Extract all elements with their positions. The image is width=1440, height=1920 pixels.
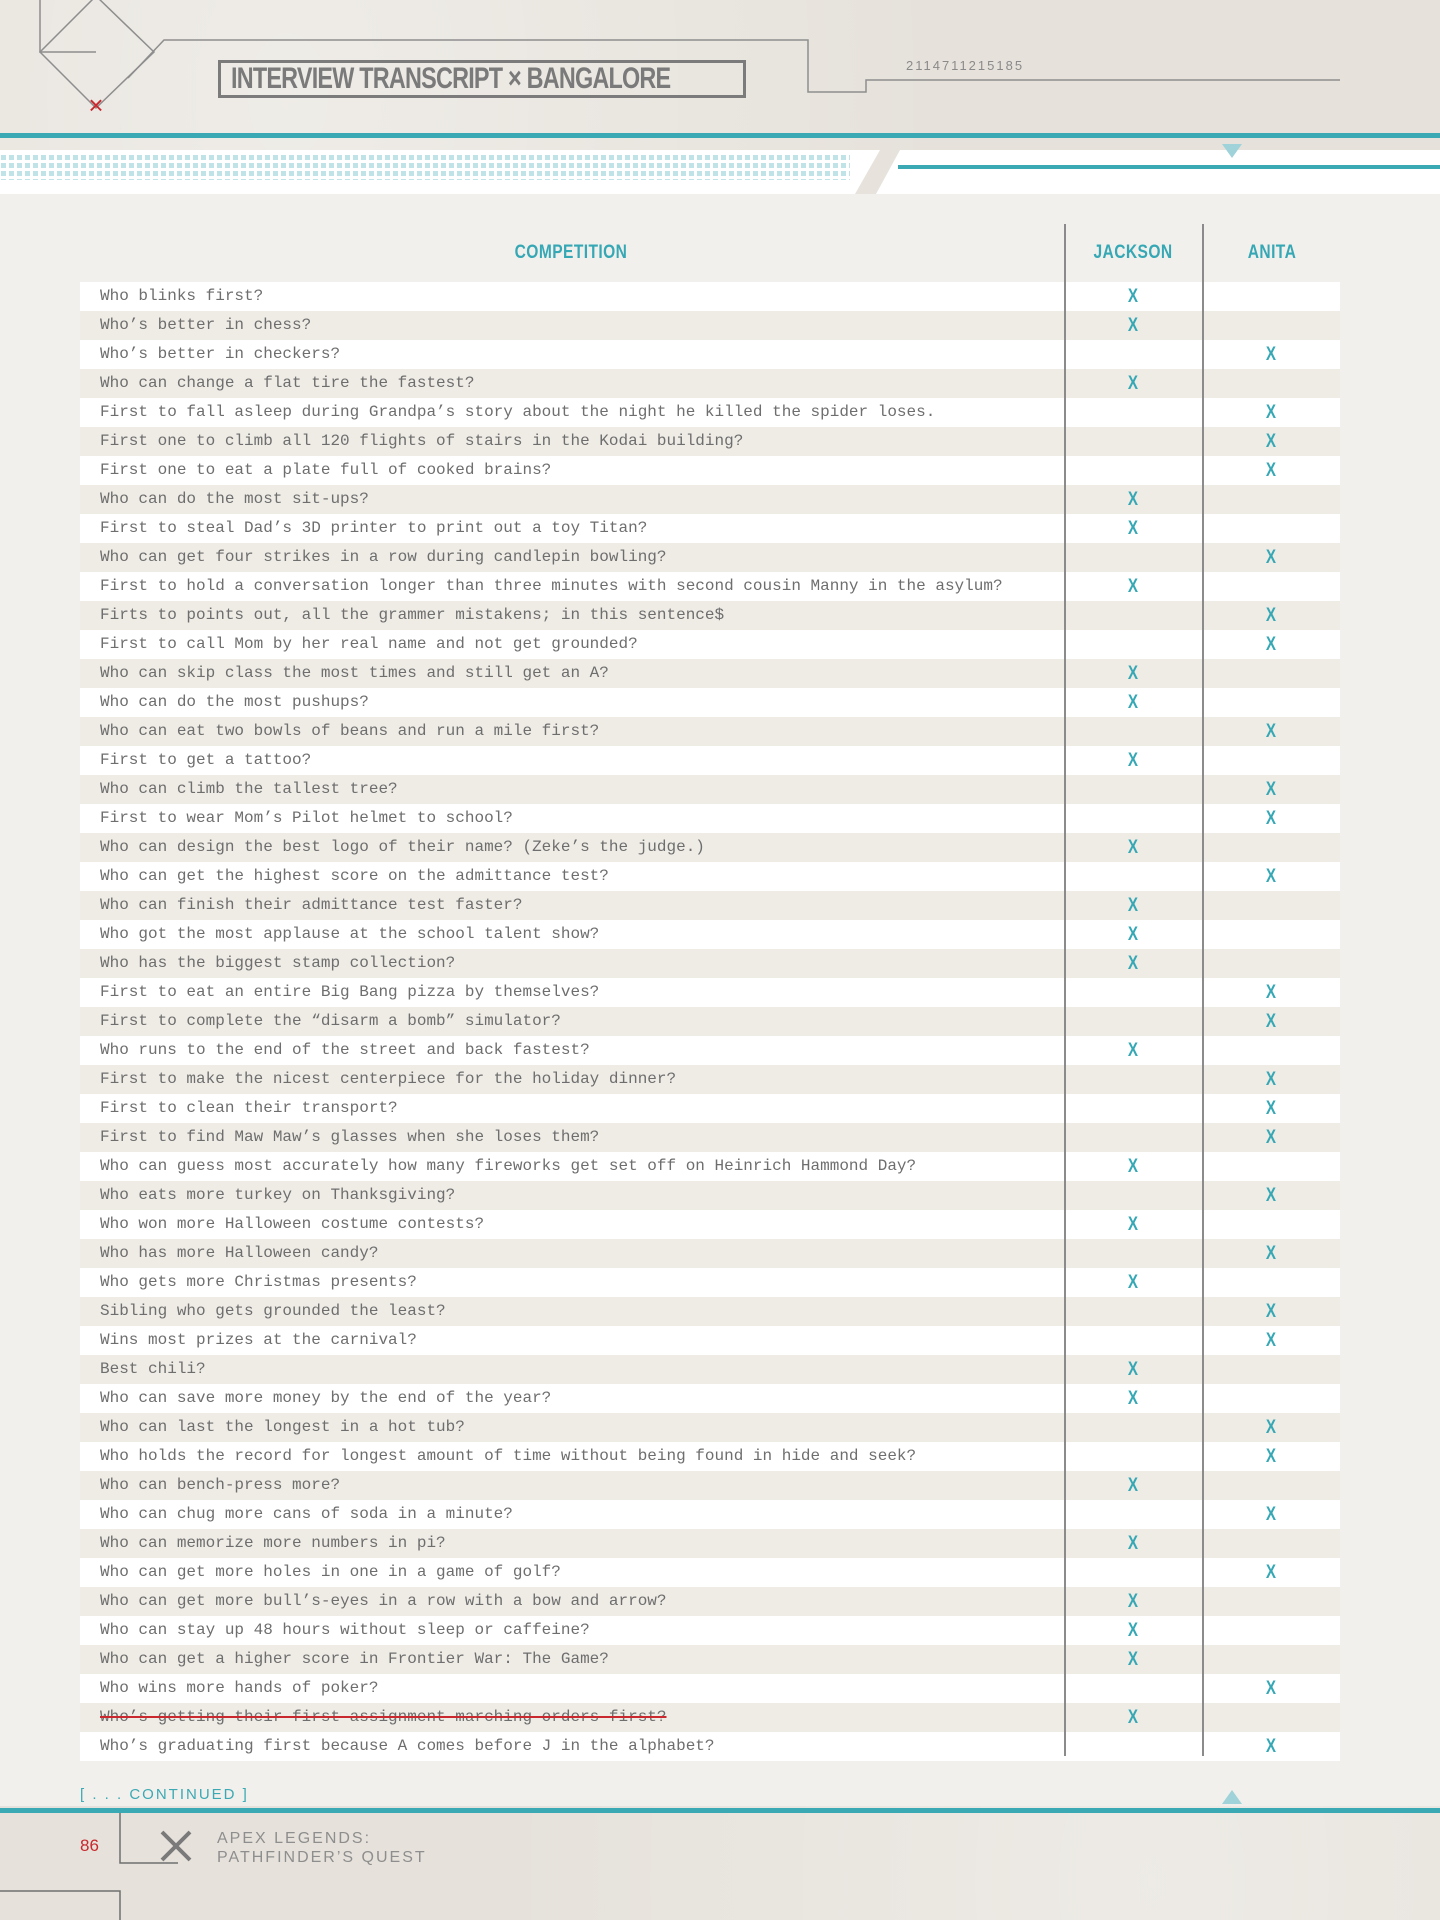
table-row (80, 746, 1340, 775)
jackson-win-mark: X (1127, 1040, 1139, 1061)
table-row (80, 978, 1340, 1007)
competition-question: Who can get more holes in one in a game of golf? (100, 1563, 561, 1581)
table-row (80, 1036, 1340, 1065)
competition-question: Who can chug more cans of soda in a minute? (100, 1505, 513, 1523)
jackson-win-mark: X (1127, 1475, 1139, 1496)
table-row (80, 311, 1340, 340)
competition-question: Who can design the best logo of their name? (Zeke’s the judge.) (100, 838, 705, 856)
competition-question: Who can stay up 48 hours without sleep or caffeine? (100, 1621, 590, 1639)
anita-win-mark: X (1265, 982, 1277, 1003)
anita-win-mark: X (1265, 866, 1277, 887)
table-row (80, 949, 1340, 978)
jackson-win-mark: X (1127, 1533, 1139, 1554)
footer-divider (0, 1808, 1440, 1813)
table-row (80, 1181, 1340, 1210)
competition-question: Who can get four strikes in a row during candlepin bowling? (100, 548, 667, 566)
competition-question: Who can finish their admittance test faster? (100, 896, 523, 914)
table-row (80, 427, 1340, 456)
table-row (80, 717, 1340, 746)
triangle-up-icon (1222, 1790, 1242, 1804)
anita-win-mark: X (1265, 431, 1277, 452)
anita-win-mark: X (1265, 1127, 1277, 1148)
competition-question: Who has the biggest stamp collection? (100, 954, 456, 972)
table-row (80, 340, 1340, 369)
competition-question: Who can guess most accurately how many fireworks get set off on Heinrich Hammond Day? (100, 1157, 917, 1175)
table-row (80, 1007, 1340, 1036)
table-row (80, 659, 1340, 688)
competition-question: First to clean their transport? (100, 1099, 398, 1117)
anita-win-mark: X (1265, 1330, 1277, 1351)
jackson-win-mark: X (1127, 953, 1139, 974)
anita-win-mark: X (1265, 1417, 1277, 1438)
column-header-anita: ANITA (1247, 242, 1297, 263)
table-row (80, 1500, 1340, 1529)
table-row (80, 1442, 1340, 1471)
table-row (80, 1471, 1340, 1500)
table-row (80, 601, 1340, 630)
table-row (80, 1558, 1340, 1587)
table-row (80, 775, 1340, 804)
jackson-win-mark: X (1127, 373, 1139, 394)
competition-question: First one to eat a plate full of cooked brains? (100, 461, 552, 479)
table-row (80, 1587, 1340, 1616)
column-divider (1202, 224, 1204, 1756)
jackson-win-mark: X (1127, 1388, 1139, 1409)
competition-question: Who can get more bull’s-eyes in a row with a bow and arrow? (100, 1592, 667, 1610)
competition-question: First one to climb all 120 flights of stairs in the Kodai building? (100, 432, 744, 450)
document-title-text: INTERVIEW TRANSCRIPT × BANGALORE (231, 62, 671, 95)
table-row (80, 514, 1340, 543)
competition-question: First to steal Dad’s 3D printer to print out a toy Titan? (100, 519, 648, 537)
competition-question: Who can memorize more numbers in pi? (100, 1534, 446, 1552)
table-row (80, 1384, 1340, 1413)
competition-question: Who blinks first? (100, 287, 264, 305)
competition-question: Wins most prizes at the carnival? (100, 1331, 417, 1349)
table-row (80, 369, 1340, 398)
competition-question: First to complete the “disarm a bomb” simulator? (100, 1012, 561, 1030)
table-row (80, 1239, 1340, 1268)
anita-win-mark: X (1265, 605, 1277, 626)
competition-question: Who’s graduating first because A comes before J in the alphabet? (100, 1737, 715, 1755)
competition-question: Who can last the longest in a hot tub? (100, 1418, 465, 1436)
competition-question: Who can skip class the most times and still get an A? (100, 664, 609, 682)
table-row (80, 572, 1340, 601)
jackson-win-mark: X (1127, 576, 1139, 597)
competition-question: First to fall asleep during Grandpa’s story about the night he killed the spider loses. (100, 403, 936, 421)
jackson-win-mark: X (1127, 837, 1139, 858)
competition-question: First to eat an entire Big Bang pizza by themselves? (100, 983, 600, 1001)
anita-win-mark: X (1265, 1736, 1277, 1757)
anita-win-mark: X (1265, 1562, 1277, 1583)
competition-question: Who can do the most pushups? (100, 693, 369, 711)
table-row (80, 282, 1340, 311)
jackson-win-mark: X (1127, 1214, 1139, 1235)
table-row (80, 1529, 1340, 1558)
competition-question: Firts to points out, all the grammer mistakens; in this sentence$ (100, 606, 725, 624)
anita-win-mark: X (1265, 1243, 1277, 1264)
close-icon: × (88, 90, 104, 120)
jackson-win-mark: X (1127, 1620, 1139, 1641)
table-row (80, 398, 1340, 427)
competition-question: Who can do the most sit-ups? (100, 490, 369, 508)
table-row (80, 833, 1340, 862)
table-row (80, 688, 1340, 717)
anita-win-mark: X (1265, 1069, 1277, 1090)
table-row (80, 1123, 1340, 1152)
competition-question: Who can save more money by the end of the year? (100, 1389, 552, 1407)
jackson-win-mark: X (1127, 489, 1139, 510)
competition-question: Who can get the highest score on the admittance test? (100, 867, 609, 885)
competition-question: Who wins more hands of poker? (100, 1679, 379, 1697)
competition-question: Best chili? (100, 1360, 206, 1378)
anita-win-mark: X (1265, 721, 1277, 742)
competition-question: Who can eat two bowls of beans and run a mile first? (100, 722, 600, 740)
competition-question: Who’s getting their first assignment marching orders first? (100, 1708, 667, 1726)
table-row (80, 1326, 1340, 1355)
table-row (80, 862, 1340, 891)
jackson-win-mark: X (1127, 1272, 1139, 1293)
anita-win-mark: X (1265, 779, 1277, 800)
table-row (80, 891, 1340, 920)
competition-question: First to make the nicest centerpiece for the holiday dinner? (100, 1070, 677, 1088)
table-row (80, 1210, 1340, 1239)
competition-question: Who can change a flat tire the fastest? (100, 374, 475, 392)
competition-question: Who can bench-press more? (100, 1476, 341, 1494)
book-title-line2: PATHFINDER’S QUEST (217, 1849, 427, 1866)
jackson-win-mark: X (1127, 924, 1139, 945)
competition-question: Who can get a higher score in Frontier War: The Game? (100, 1650, 609, 1668)
competition-question: Who’s better in checkers? (100, 345, 341, 363)
jackson-win-mark: X (1127, 518, 1139, 539)
competition-question: Who holds the record for longest amount of time without being found in hide and seek? (100, 1447, 917, 1465)
apex-x-logo-icon (158, 1828, 194, 1864)
competition-question: Who can climb the tallest tree? (100, 780, 398, 798)
table-row (80, 1703, 1340, 1732)
header-code: 2114711215185 (906, 58, 1025, 73)
competition-question: Who has more Halloween candy? (100, 1244, 379, 1262)
jackson-win-mark: X (1127, 1591, 1139, 1612)
jackson-win-mark: X (1127, 315, 1139, 336)
competition-question: Who won more Halloween costume contests? (100, 1215, 485, 1233)
jackson-win-mark: X (1127, 1156, 1139, 1177)
table-row (80, 1732, 1340, 1761)
table-row (80, 1355, 1340, 1384)
table-row (80, 1645, 1340, 1674)
jackson-win-mark: X (1127, 286, 1139, 307)
anita-win-mark: X (1265, 402, 1277, 423)
anita-win-mark: X (1265, 1446, 1277, 1467)
anita-win-mark: X (1265, 547, 1277, 568)
anita-win-mark: X (1265, 1301, 1277, 1322)
competition-question: First to call Mom by her real name and not get grounded? (100, 635, 638, 653)
jackson-win-mark: X (1127, 750, 1139, 771)
column-header-competition: COMPETITION (514, 242, 628, 263)
book-title (217, 1829, 427, 1867)
competition-question: Who eats more turkey on Thanksgiving? (100, 1186, 456, 1204)
dotted-strip (0, 154, 850, 180)
jackson-win-mark: X (1127, 1707, 1139, 1728)
anita-win-mark: X (1265, 1098, 1277, 1119)
table-row (80, 485, 1340, 514)
competition-question: Sibling who gets grounded the least? (100, 1302, 446, 1320)
competition-table (80, 282, 1340, 1761)
triangle-down-icon (1222, 144, 1242, 158)
table-row (80, 1674, 1340, 1703)
anita-win-mark: X (1265, 460, 1277, 481)
table-row (80, 920, 1340, 949)
anita-win-mark: X (1265, 634, 1277, 655)
table-row (80, 1065, 1340, 1094)
table-row (80, 1094, 1340, 1123)
table-row (80, 804, 1340, 833)
table-row (80, 543, 1340, 572)
table-row (80, 630, 1340, 659)
competition-question: Who gets more Christmas presents? (100, 1273, 417, 1291)
jackson-win-mark: X (1127, 692, 1139, 713)
table-row (80, 1152, 1340, 1181)
anita-win-mark: X (1265, 1504, 1277, 1525)
page-number: 86 (80, 1836, 99, 1855)
anita-win-mark: X (1265, 808, 1277, 829)
table-row (80, 1616, 1340, 1645)
competition-question: Who runs to the end of the street and back fastest? (100, 1041, 590, 1059)
jackson-win-mark: X (1127, 1649, 1139, 1670)
anita-win-mark: X (1265, 1011, 1277, 1032)
jackson-win-mark: X (1127, 663, 1139, 684)
competition-question: First to find Maw Maw’s glasses when she loses them? (100, 1128, 600, 1146)
competition-question: Who got the most applause at the school talent show? (100, 925, 600, 943)
table-row (80, 1268, 1340, 1297)
book-title-line1: APEX LEGENDS: (217, 1830, 372, 1847)
jackson-win-mark: X (1127, 1359, 1139, 1380)
competition-question: First to hold a conversation longer than three minutes with second cousin Manny in the asylum? (100, 577, 1003, 595)
table-row (80, 456, 1340, 485)
competition-question: First to get a tattoo? (100, 751, 312, 769)
header-divider (0, 133, 1440, 138)
competition-question: First to wear Mom’s Pilot helmet to school? (100, 809, 513, 827)
table-row (80, 1413, 1340, 1442)
document-title (218, 60, 746, 98)
table-row (80, 1297, 1340, 1326)
jackson-win-mark: X (1127, 895, 1139, 916)
anita-win-mark: X (1265, 344, 1277, 365)
anita-win-mark: X (1265, 1678, 1277, 1699)
competition-question: Who’s better in chess? (100, 316, 312, 334)
continued-label: [ . . . CONTINUED ] (80, 1786, 249, 1803)
anita-win-mark: X (1265, 1185, 1277, 1206)
column-divider (1064, 224, 1066, 1756)
column-header-jackson: JACKSON (1093, 242, 1173, 263)
